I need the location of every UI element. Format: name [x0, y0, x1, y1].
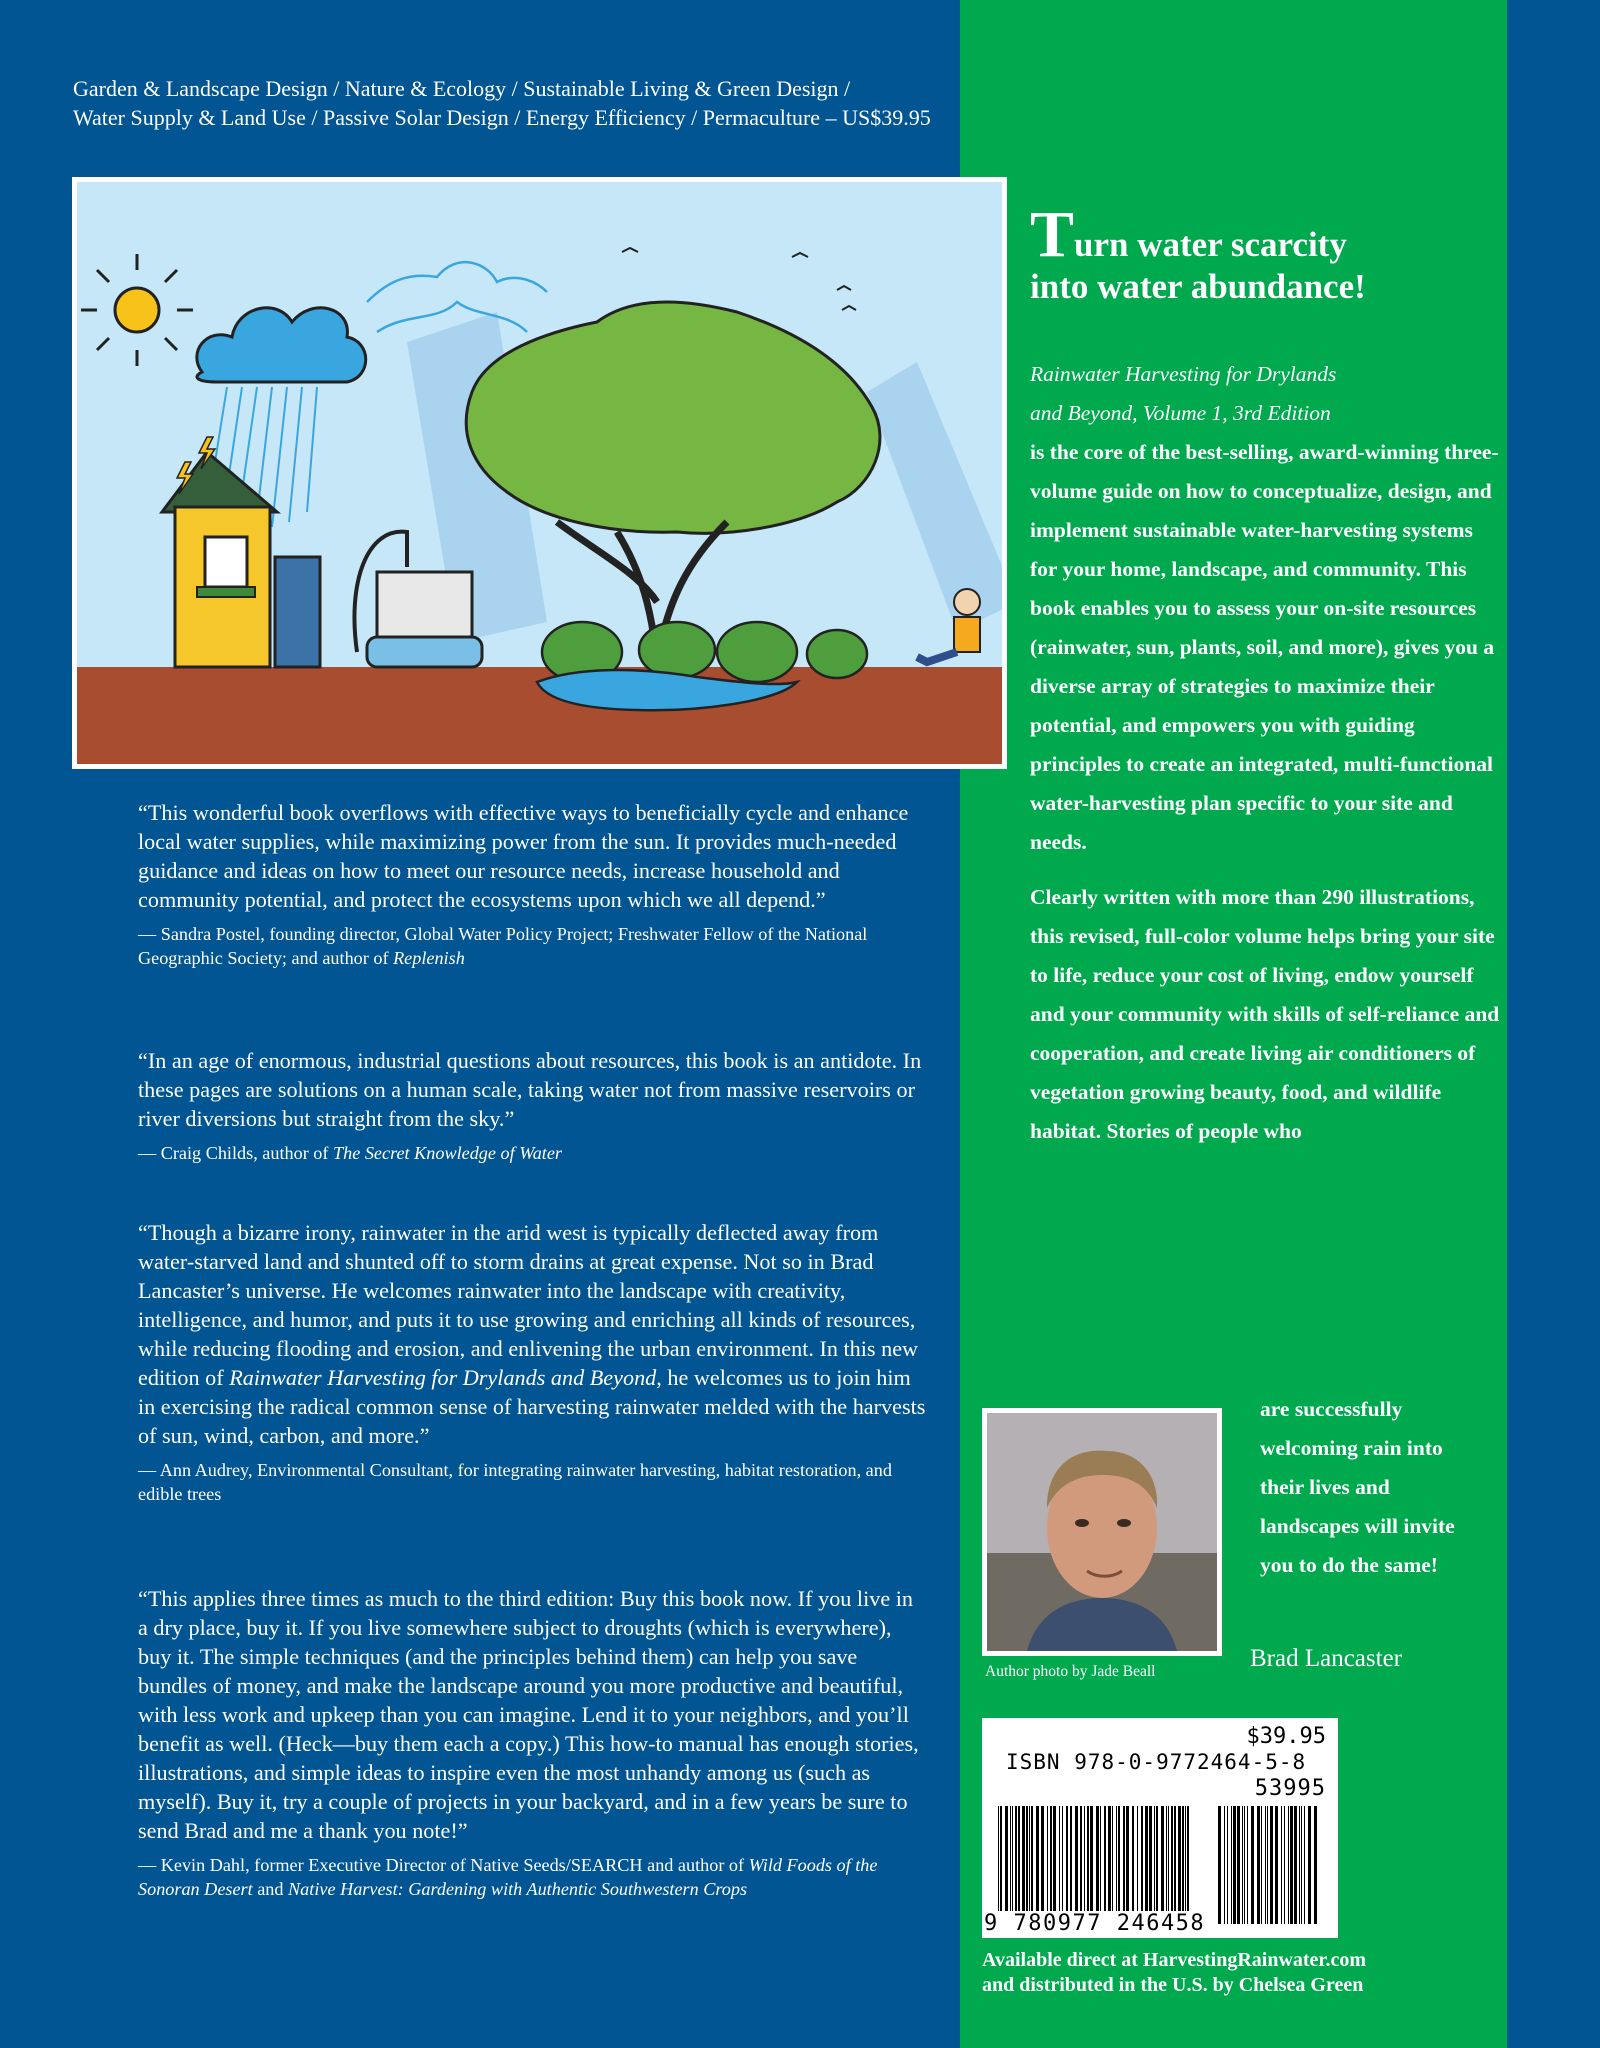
barcode-bar [1036, 1806, 1039, 1918]
attribution-text: — Kevin Dahl, former Executive Director of Native Seeds/SEARCH and author of [138, 1855, 745, 1875]
barcode-bar [1242, 1806, 1243, 1924]
attribution-text: — Sandra Postel, founding director, Global Water Policy Project; Freshwater Fellow of the National Geographic Society; and author of [138, 924, 868, 968]
book-title: Wild Foods of the Sonoran Desert [138, 1855, 878, 1899]
barcode-bar [1224, 1806, 1225, 1924]
headline-dropcap: T [1030, 198, 1075, 271]
barcode-bar [1178, 1806, 1181, 1918]
ean-digits: 9 780977 246458 [984, 1911, 1206, 1936]
ean-barcode-bars [998, 1806, 1194, 1918]
barcode-bar [1010, 1806, 1011, 1918]
barcode-bar [1018, 1806, 1020, 1918]
description-text-1: is the core of the best-selling, award-winning three-volume guide on how to conceptualize, design, and implement sustainable water-harvesting systems for your home, landscape, and community. This book enables you to assess your on-site resources (rainwater, sun, plants, soil, and more), gives you a diverse array of strategies to maximize their potential, and empowers you with guiding principles to create an integrated, multi-functional water-harvesting plan specific to your site and needs. [1030, 440, 1499, 854]
barcode-bar [1161, 1806, 1164, 1918]
barcode-bar [1026, 1806, 1028, 1918]
book-title: Rainwater Harvesting for Drylands and Beyond [229, 1365, 657, 1390]
barcode-bar [1166, 1806, 1167, 1918]
barcode-bar [1290, 1806, 1293, 1924]
barcode-bar [1116, 1806, 1117, 1918]
barcode-bar [1145, 1806, 1148, 1918]
barcode-bar [1251, 1806, 1254, 1924]
barcode-bar [1100, 1806, 1101, 1918]
water-harvesting-illustration [77, 182, 1002, 764]
barcode-bar [1299, 1806, 1300, 1924]
quote-text: “This applies three times as much to the third edition: Buy this book now. If you live in a dry place, buy it. If you live somewhere subject to droughts (which is everywhere), buy it. The simple techniques (and the principles behind them) can help you save bundles of money, and make the landscape around you more productive and beautiful, with less work and upkeep than you can imagine. Lend it to your neighbors, and you’ll benefit as well. (Heck—buy them each a copy.) This how-to manual has enough stories, illustrations, and simple ideas to inspire even the most unhandy among us (such as myself). Buy it, try a couple of projects in your backyard, and in a few years be sure to send Brad and me a thank you note!” [138, 1586, 919, 1843]
barcode-bar [1244, 1806, 1245, 1924]
endorsement-audrey [138, 1218, 928, 1506]
barcode-bar [1265, 1806, 1266, 1924]
book-title: The Secret Knowledge of Water [333, 1143, 562, 1163]
barcode-bar [1059, 1806, 1060, 1918]
category-list [73, 74, 1193, 132]
barcode-bar [1096, 1806, 1099, 1918]
attribution-text: and [257, 1879, 284, 1899]
author-photo [982, 1408, 1222, 1656]
barcode-bar [1022, 1806, 1025, 1918]
barcode-bar [1118, 1806, 1120, 1918]
barcode-bar [1257, 1806, 1260, 1924]
photo-credit: Author photo by Jade Beall [985, 1663, 1156, 1680]
headline [1030, 198, 1500, 308]
barcode-bar [1288, 1806, 1289, 1924]
distribution-line-1: Available direct at HarvestingRainwater.com [982, 1949, 1367, 1971]
barcode-bar [1084, 1806, 1085, 1918]
attribution-text: — Craig Childs, author of [138, 1143, 329, 1163]
quote-text [138, 1218, 928, 1450]
barcode-bar [1090, 1806, 1093, 1918]
barcode-bar [1062, 1806, 1063, 1918]
birds-icon [622, 248, 856, 310]
endorsement-childs [138, 1046, 928, 1165]
quote-attribution [138, 1853, 928, 1901]
author-name: Brad Lancaster [1250, 1645, 1403, 1672]
barcode-bar [1308, 1806, 1311, 1924]
barcode-bar [1174, 1806, 1176, 1918]
barcode-bar [1015, 1806, 1017, 1918]
distribution-line-2: and distributed in the U.S. by Chelsea Green [982, 1974, 1364, 1996]
barcode-bar [1047, 1806, 1048, 1918]
barcode-bar [1218, 1806, 1221, 1924]
barcode-bar [1281, 1806, 1282, 1924]
barcode-bar [1041, 1806, 1044, 1918]
quote-part: , he welcomes us to join him in exercising the radical common sense of harvesting rainwater melded with the harvests of sun, wind, carbon, and more.” [138, 1365, 926, 1448]
barcode-bar [1275, 1806, 1278, 1924]
barcode-bar [998, 1806, 999, 1918]
category-line-2: Water Supply & Land Use / Passive Solar Design / Energy Efficiency / Permaculture – US$39.95 [73, 105, 931, 130]
barcode-bar [1247, 1806, 1248, 1924]
book-title-line-2: and Beyond, Volume 1, 3rd Edition [1030, 401, 1331, 425]
barcode-bar [1284, 1806, 1285, 1924]
barcode-bar [1233, 1806, 1236, 1924]
sun-icon [81, 254, 193, 366]
barcode-bar [1141, 1806, 1143, 1918]
barcode-bar [1294, 1806, 1297, 1924]
barcode-bar [1154, 1806, 1155, 1918]
quote-attribution [138, 922, 928, 970]
barcode-bar [1270, 1806, 1273, 1924]
barcode-bar [1080, 1806, 1082, 1918]
endorsement-dahl [138, 1584, 928, 1901]
barcode-bar [1070, 1806, 1072, 1918]
headline-line-2: into water abundance! [1030, 267, 1366, 306]
barcode-bar [1075, 1806, 1078, 1918]
barcode-bar [1182, 1806, 1184, 1918]
book-description [1030, 355, 1500, 1151]
barcode-bar [1053, 1806, 1056, 1918]
cover-illustration [72, 177, 1007, 769]
barcode-price: $39.95 [1246, 1724, 1326, 1749]
addon-barcode-bars [1218, 1806, 1320, 1924]
barcode-bar [1156, 1806, 1158, 1918]
wind-swirl-icon [367, 262, 547, 332]
barcode-bar [1137, 1806, 1138, 1918]
barcode-bar [1104, 1806, 1106, 1918]
book-title: Replenish [393, 948, 465, 968]
barcode-bar [1304, 1806, 1305, 1924]
barcode-bar [1171, 1806, 1173, 1918]
barcode-bar [1187, 1806, 1189, 1918]
light-beam-right [867, 362, 1002, 632]
quote-attribution [138, 1141, 928, 1165]
quote-part: “Though a bizarre irony, rainwater in the arid west is typically deflected away from water-starved land and shunted off to storm drains at great expense. Not so in Brad Lancaster’s universe. He welcomes rainwater into the landscape with creativity, intelligence, and humor, and puts it to use growing and enriching all kinds of resources, while reducing flooding and erosion, and enlivening the urban environment. In this new edition of [138, 1220, 919, 1390]
barcode-bar [1132, 1806, 1134, 1918]
barcode-bar [1031, 1806, 1033, 1918]
book-title-line-1: Rainwater Harvesting for Drylands [1030, 362, 1337, 386]
quote-attribution: — Ann Audrey, Environmental Consultant, for integrating rainwater harvesting, habitat restoration, and edible trees [138, 1460, 892, 1504]
barcode-bar [1112, 1806, 1113, 1918]
book-title: Native Harvest: Gardening with Authentic Southwestern Crops [288, 1879, 748, 1899]
water-tank [275, 557, 320, 667]
barcode-bar [1185, 1806, 1186, 1918]
author-portrait-icon [987, 1413, 1217, 1651]
barcode-bar [1050, 1806, 1052, 1918]
barcode-bar [1066, 1806, 1068, 1918]
barcode-bar [1261, 1806, 1262, 1924]
description-para-2: Clearly written with more than 290 illustrations, this revised, full-color volume helps bring your site to life, reduce your cost of living, endow yourself and your community with skills of self-reliance and cooperation, and create living air conditioners of vegetation growing beauty, food, and wildlife habitat. Stories of people who [1030, 885, 1500, 1143]
barcode-bar [1012, 1806, 1013, 1918]
barcode-bar [1227, 1806, 1228, 1924]
isbn-barcode [982, 1718, 1338, 1938]
barcode-bar [1231, 1806, 1232, 1924]
barcode-bar [1314, 1806, 1317, 1924]
barcode-bar [1087, 1806, 1089, 1918]
barcode-bar [1301, 1806, 1302, 1924]
barcode-bar [1029, 1806, 1030, 1918]
description-para-1 [1030, 355, 1500, 862]
quote-text: “This wonderful book overflows with effective ways to beneficially cycle and enhance local water supplies, while maximizing power from the sun. It provides much-needed guidance and ideas on how to meet our resource needs, increase household and community potential, and protect the ecosystems upon which we all depend.” [138, 800, 909, 912]
isbn-number: ISBN 978-0-9772464-5-8 [1006, 1750, 1307, 1774]
barcode-bar [1168, 1806, 1169, 1918]
barcode-bar [1149, 1806, 1152, 1918]
headline-line-1: urn water scarcity [1074, 225, 1347, 264]
quote-text: “In an age of enormous, industrial questions about resources, this book is an antidote. In these pages are solutions on a human scale, taking water not from massive reservoirs or river diversions but straight from the sky.” [138, 1048, 922, 1131]
barcode-addon-number: 53995 [1254, 1776, 1326, 1801]
barcode-bar [1005, 1806, 1008, 1918]
barcode-bar [1108, 1806, 1111, 1918]
description-para-2-tail: are successfully welcoming rain into their lives and landscapes will invite you to do the same! [1260, 1397, 1455, 1577]
right-blue-strip [1507, 0, 1600, 2048]
barcode-bar [1000, 1806, 1002, 1918]
barcode-bar [1237, 1806, 1240, 1924]
distribution-info [982, 1948, 1366, 1998]
barcode-bar [1123, 1806, 1125, 1918]
endorsement-postel [138, 798, 928, 970]
barcode-bar [1267, 1806, 1268, 1924]
category-line-1: Garden & Landscape Design / Nature & Ecology / Sustainable Living & Green Design / [73, 76, 851, 101]
barcode-bar [1126, 1806, 1129, 1918]
